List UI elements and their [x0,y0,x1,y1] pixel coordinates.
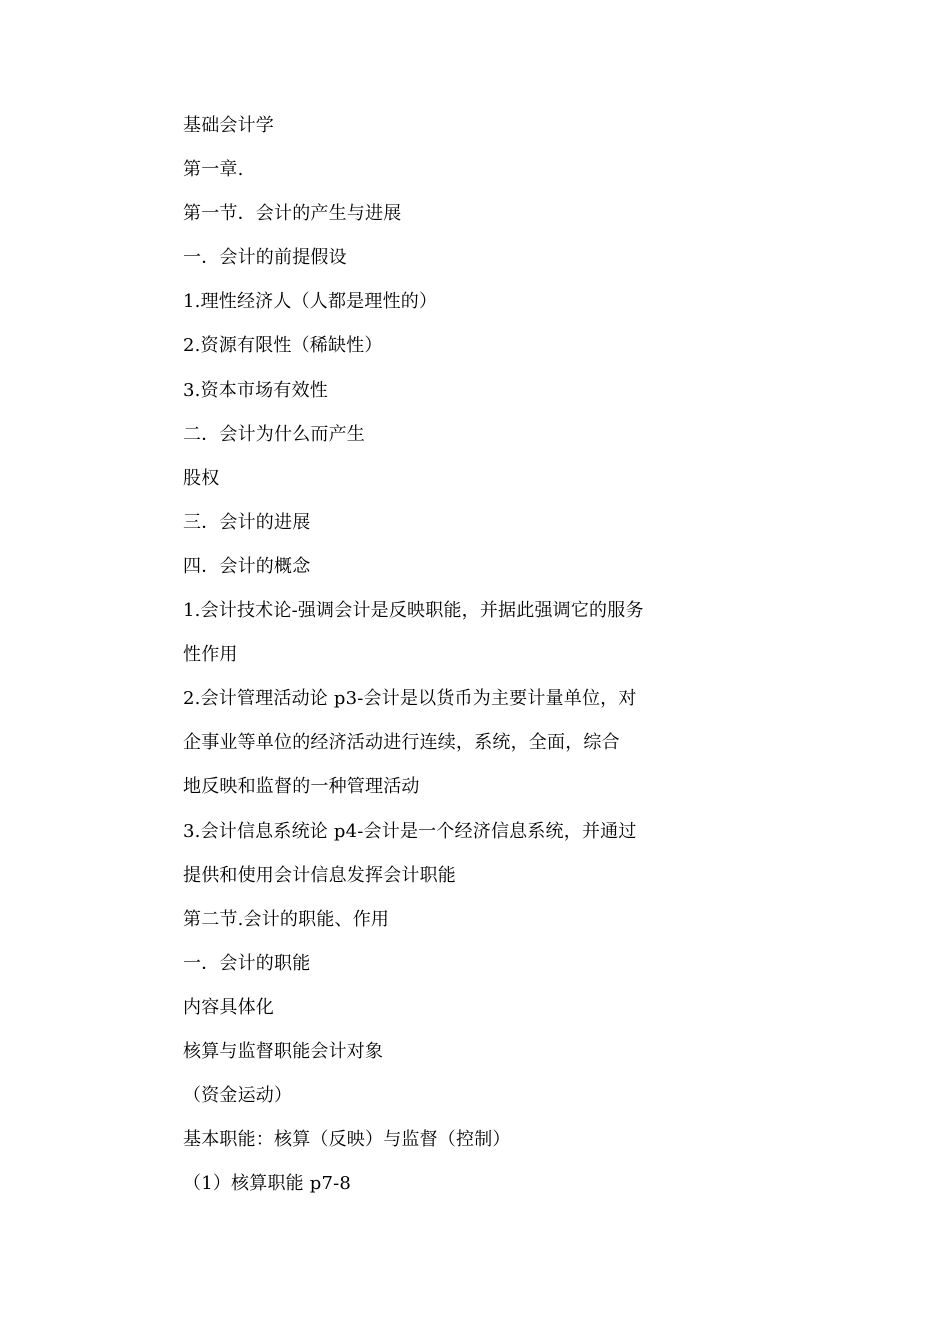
paragraph-line: 3.会计信息系统论 p4-会计是一个经济信息系统，并通过 [183,820,637,842]
subsection-heading: 一．会计的前提假设 [183,247,347,269]
paragraph-line: 核算与监督职能会计对象 [183,1040,384,1062]
document-title: 基础会计学 [183,115,274,136]
paragraph-line: 企事业等单位的经济活动进行连续，系统，全面，综合 [183,732,620,754]
section-heading: 第二节.会计的职能、作用 [183,908,390,930]
list-item: 1.理性经济人（人都是理性的） [183,291,438,313]
paragraph-line: 2.会计管理活动论 p3-会计是以货币为主要计量单位，对 [183,688,637,710]
paragraph-line: （资金运动） [183,1085,293,1107]
paragraph-line: 提供和使用会计信息发挥会计职能 [183,864,456,886]
subsection-heading: 二．会计为什么而产生 [183,423,365,445]
document-page [183,111,683,1213]
paragraph-line: 地反映和监督的一种管理活动 [183,776,420,798]
subsection-heading: 四．会计的概念 [183,555,311,577]
list-item: 2.资源有限性（稀缺性） [183,335,383,357]
chapter-heading: 第一章. [183,159,244,181]
section-heading: 第一节．会计的产生与进展 [183,203,402,225]
paragraph-line: 内容具体化 [183,996,274,1018]
paragraph-line: 性作用 [183,644,238,666]
paragraph-line: 1.会计技术论-强调会计是反映职能，并据此强调它的服务 [183,600,644,622]
paragraph-line: （1）核算职能 p7-8 [183,1173,352,1195]
list-item: 3.资本市场有效性 [183,379,328,401]
paragraph-line: 基本职能：核算（反映）与监督（控制） [183,1129,511,1151]
subsection-heading: 三．会计的进展 [183,511,311,533]
subsection-heading: 一．会计的职能 [183,952,311,974]
paragraph-line: 股权 [183,467,220,489]
